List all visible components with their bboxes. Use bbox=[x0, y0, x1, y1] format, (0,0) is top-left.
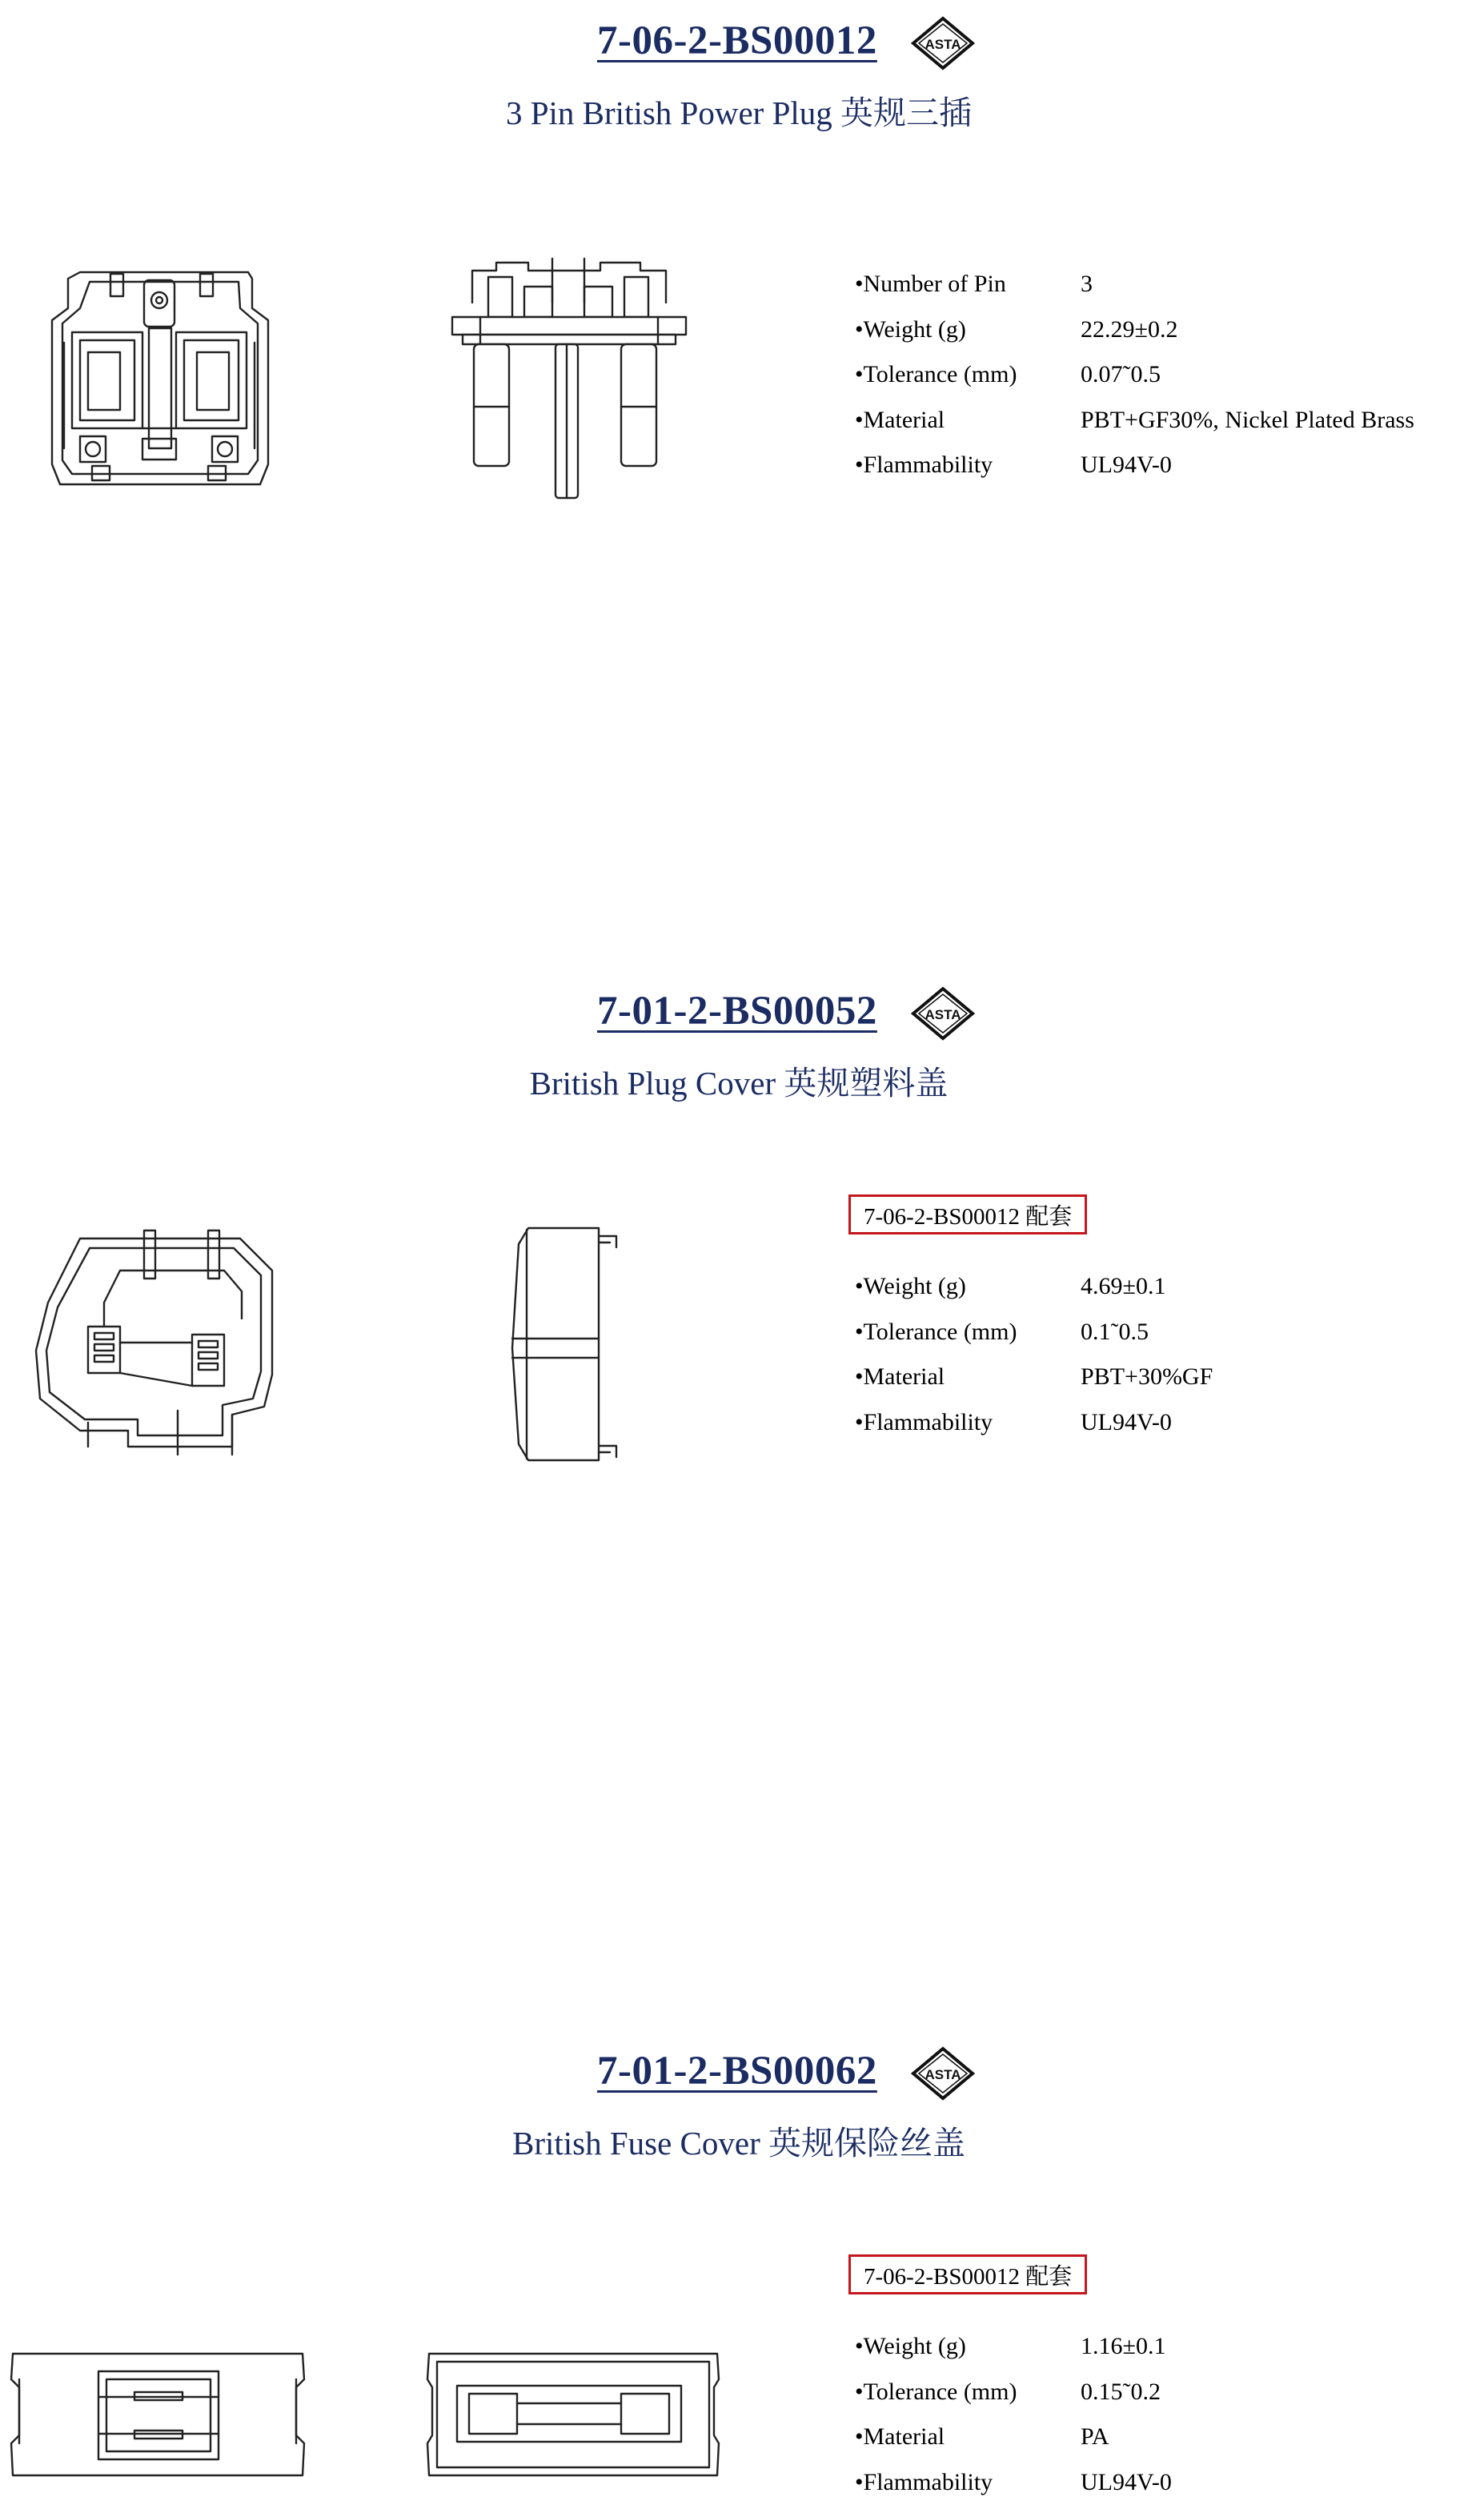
product-section-2 bbox=[0, 970, 1484, 1851]
product-code: 7-06-2-BS00012 bbox=[597, 18, 877, 63]
spec-value: 4.69±0.1 bbox=[1081, 1273, 1166, 1299]
spec-value: UL94V-0 bbox=[1081, 452, 1172, 478]
spec-value: 0.15˜0.2 bbox=[1081, 2379, 1161, 2405]
spec-label: •Weight (g) bbox=[855, 1273, 966, 1299]
spec-value: PBT+30%GF bbox=[1081, 1363, 1213, 1390]
asta-logo-text: ASTA bbox=[924, 37, 961, 52]
spec-label: •Tolerance (mm) bbox=[855, 1319, 1017, 1345]
spec-label: •Material bbox=[855, 407, 945, 433]
product-subtitle: British Fuse Cover 英规保险丝盖 bbox=[511, 2125, 966, 2162]
asta-logo-text: ASTA bbox=[924, 1007, 961, 1022]
asta-certification-logo bbox=[911, 2046, 975, 2101]
spec-label: •Weight (g) bbox=[855, 316, 966, 343]
spec-value: PBT+GF30%, Nickel Plated Brass bbox=[1081, 407, 1414, 433]
spec-value: UL94V-0 bbox=[1081, 2469, 1172, 2495]
spec-label: •Flammability bbox=[855, 1409, 993, 1435]
spec-label: •Weight (g) bbox=[855, 2333, 966, 2359]
asta-logo-text: ASTA bbox=[924, 2067, 961, 2082]
product-code: 7-01-2-BS00052 bbox=[597, 989, 877, 1034]
spec-label: •Material bbox=[855, 1363, 945, 1390]
spec-value: 1.16±0.1 bbox=[1081, 2333, 1166, 2359]
plug-cover-isometric-drawing bbox=[32, 1214, 304, 1471]
product-subtitle: 3 Pin British Power Plug 英规三插 bbox=[505, 94, 973, 131]
plug-side-view-drawing bbox=[448, 255, 704, 511]
compatibility-badge: 7-06-2-BS00012 配套 bbox=[848, 1194, 1087, 1234]
product-section-1 bbox=[0, 0, 1484, 945]
product-code: 7-01-2-BS00062 bbox=[597, 2049, 877, 2094]
spec-value: 0.1˜0.5 bbox=[1081, 1319, 1149, 1345]
spec-label: •Tolerance (mm) bbox=[855, 2379, 1017, 2405]
spec-value: UL94V-0 bbox=[1081, 1409, 1172, 1435]
asta-certification-logo bbox=[911, 16, 975, 70]
product-subtitle: British Plug Cover 英规塑料盖 bbox=[529, 1065, 949, 1102]
plug-front-view-drawing bbox=[48, 264, 280, 496]
fuse-cover-top-drawing bbox=[6, 2347, 311, 2485]
spec-label: •Tolerance (mm) bbox=[855, 361, 1017, 387]
spec-value: PA bbox=[1081, 2423, 1109, 2450]
asta-certification-logo bbox=[911, 986, 975, 1041]
compatibility-badge: 7-06-2-BS00012 配套 bbox=[848, 2254, 1087, 2294]
plug-cover-side-drawing bbox=[504, 1220, 632, 1476]
spec-value: 0.07˜0.5 bbox=[1081, 361, 1161, 387]
spec-value: 22.29±0.2 bbox=[1081, 316, 1178, 343]
spec-value: 3 bbox=[1081, 271, 1093, 297]
spec-label: •Flammability bbox=[855, 2469, 993, 2495]
spec-label: •Material bbox=[855, 2423, 945, 2450]
spec-label: •Number of Pin bbox=[855, 271, 1006, 297]
fuse-cover-bottom-drawing bbox=[421, 2347, 725, 2485]
spec-label: •Flammability bbox=[855, 452, 993, 478]
product-section-3 bbox=[0, 2030, 1484, 2494]
